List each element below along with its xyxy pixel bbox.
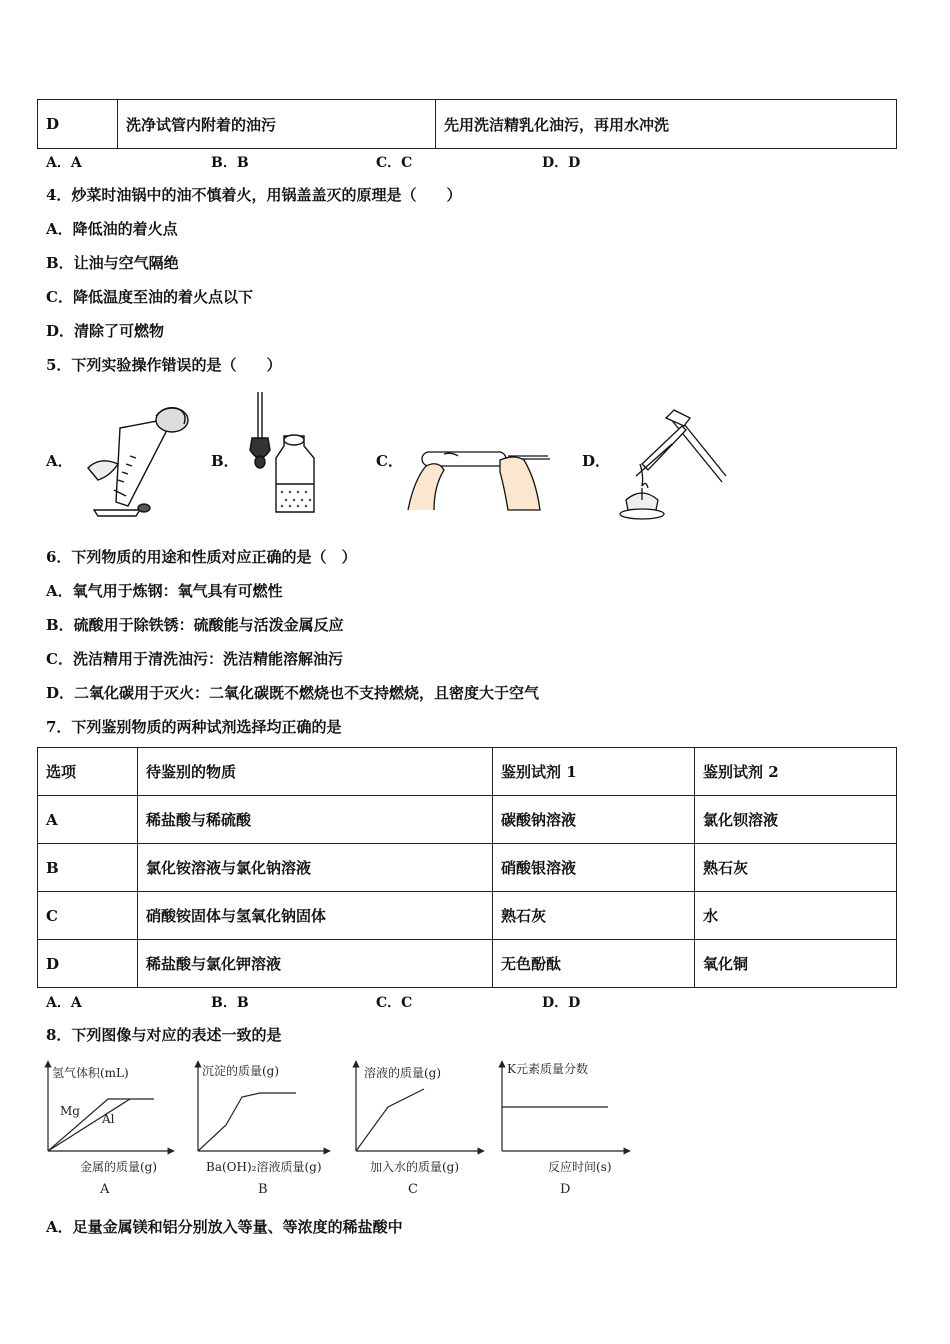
graph-a-caption: A [100, 1182, 110, 1197]
q7-choice-c[interactable]: C．C [376, 995, 413, 1011]
q3-choice-c[interactable]: C．C [376, 155, 413, 171]
table-row [38, 892, 897, 940]
q4-option-d[interactable]: D．清除了可燃物 [46, 322, 165, 340]
q5-option-d[interactable]: D． [582, 452, 611, 470]
graph-b-caption: B [258, 1182, 268, 1197]
q7-cell: 熟石灰 [695, 844, 897, 892]
q6-option-c[interactable]: C．洗洁精用于清洗油污：洗洁精能溶解油污 [46, 650, 343, 668]
graph-d [502, 1061, 630, 1197]
q7-cell: 氯化钡溶液 [695, 796, 897, 844]
q7-cell: 氯化铵溶液与氯化钠溶液 [138, 844, 493, 892]
q5-stem: 5．下列实验操作错误的是（ ） [46, 356, 282, 374]
graph-c-caption: C [408, 1182, 418, 1197]
q7-choice-a[interactable]: A．A [46, 995, 82, 1011]
graph-c-xlabel: 加入水的质量(g) [370, 1160, 460, 1174]
q7-header-option: 选项 [38, 748, 138, 796]
graph-b-line [198, 1093, 296, 1151]
q7-cell: A [38, 796, 138, 844]
q6-option-d[interactable]: D．二氧化碳用于灭火：二氧化碳既不燃烧也不支持燃烧，且密度大于空气 [46, 684, 540, 702]
q6-option-b[interactable]: B．硫酸用于除铁锈：硫酸能与活泼金属反应 [46, 616, 344, 634]
graph-c [356, 1061, 484, 1197]
q7-header-reagent1: 鉴别试剂 1 [493, 748, 695, 796]
q4-option-c[interactable]: C．降低温度至油的着火点以下 [46, 288, 253, 306]
test-tube-hands-illustration [404, 430, 554, 514]
q7-cell: 硝酸银溶液 [493, 844, 695, 892]
q8-graphs [30, 1055, 650, 1205]
q7-choice-d[interactable]: D．D [542, 995, 581, 1011]
q7-header-row [38, 748, 897, 796]
graph-c-ylabel: 溶液的质量(g) [364, 1066, 442, 1080]
q3-choice-a[interactable]: A．A [46, 155, 82, 171]
q7-header-substance: 待鉴别的物质 [138, 748, 493, 796]
q6-option-a[interactable]: A．氧气用于炼钢：氧气具有可燃性 [46, 582, 283, 600]
q3-row-operation: 洗净试管内附着的油污 [118, 100, 436, 149]
q7-cell: D [38, 940, 138, 988]
q7-cell: 稀盐酸与氯化钾溶液 [138, 940, 493, 988]
graph-d-ylabel: K元素质量分数 [507, 1062, 588, 1076]
q7-stem: 7．下列鉴别物质的两种试剂选择均正确的是 [46, 718, 342, 736]
q5-option-a[interactable]: A． [46, 452, 73, 470]
q8-option-a[interactable]: A．足量金属镁和铝分别放入等量、等浓度的稀盐酸中 [46, 1218, 403, 1236]
q3-row-option: D [38, 100, 118, 149]
q7-cell: B [38, 844, 138, 892]
q7-cell: 氧化铜 [695, 940, 897, 988]
graph-a-label-al: Al [102, 1112, 115, 1126]
graph-b [198, 1061, 330, 1197]
q7-cell: 水 [695, 892, 897, 940]
q7-table [37, 747, 897, 988]
q7-cell: 熟石灰 [493, 892, 695, 940]
graph-d-xlabel: 反应时间(s) [548, 1160, 612, 1174]
q5-option-b[interactable]: B． [211, 452, 239, 470]
q4-option-b[interactable]: B．让油与空气隔绝 [46, 254, 179, 272]
q7-choice-b[interactable]: B．B [211, 995, 249, 1011]
graph-a-xlabel: 金属的质量(g) [80, 1160, 158, 1174]
graph-d-caption: D [560, 1182, 571, 1197]
q7-header-reagent2: 鉴别试剂 2 [695, 748, 897, 796]
q8-stem: 8．下列图像与对应的表述一致的是 [46, 1026, 282, 1044]
q7-cell: C [38, 892, 138, 940]
q5-option-c[interactable]: C． [376, 452, 403, 470]
q3-table [37, 99, 897, 149]
q3-row-method: 先用洗洁精乳化油污，再用水冲洗 [436, 100, 897, 149]
table-row [38, 844, 897, 892]
graph-b-ylabel: 沉淀的质量(g) [202, 1064, 280, 1078]
q3-choice-d[interactable]: D．D [542, 155, 581, 171]
graph-a [48, 1061, 174, 1197]
q4-stem: 4．炒菜时油锅中的油不慎着火，用锅盖盖灭的原理是（ ） [46, 186, 462, 204]
q7-cell: 硝酸铵固体与氢氧化钠固体 [138, 892, 493, 940]
graph-b-xlabel: Ba(OH)₂溶液质量(g) [206, 1160, 322, 1174]
graph-a-label-mg: Mg [60, 1104, 80, 1118]
q7-cell: 无色酚酞 [493, 940, 695, 988]
q3-choice-b[interactable]: B．B [211, 155, 249, 171]
graduated-cylinder-illustration [80, 398, 195, 523]
table-row [38, 796, 897, 844]
dropper-bottle-illustration [240, 388, 330, 520]
graph-a-ylabel: 氢气体积(mL) [52, 1066, 129, 1080]
q7-cell: 碳酸钠溶液 [493, 796, 695, 844]
graph-c-line [356, 1089, 424, 1151]
q6-stem: 6．下列物质的用途和性质对应正确的是（ ） [46, 548, 357, 566]
q4-option-a[interactable]: A．降低油的着火点 [46, 220, 178, 238]
q7-cell: 稀盐酸与稀硫酸 [138, 796, 493, 844]
table-row [38, 940, 897, 988]
heating-apparatus-illustration [612, 404, 728, 522]
